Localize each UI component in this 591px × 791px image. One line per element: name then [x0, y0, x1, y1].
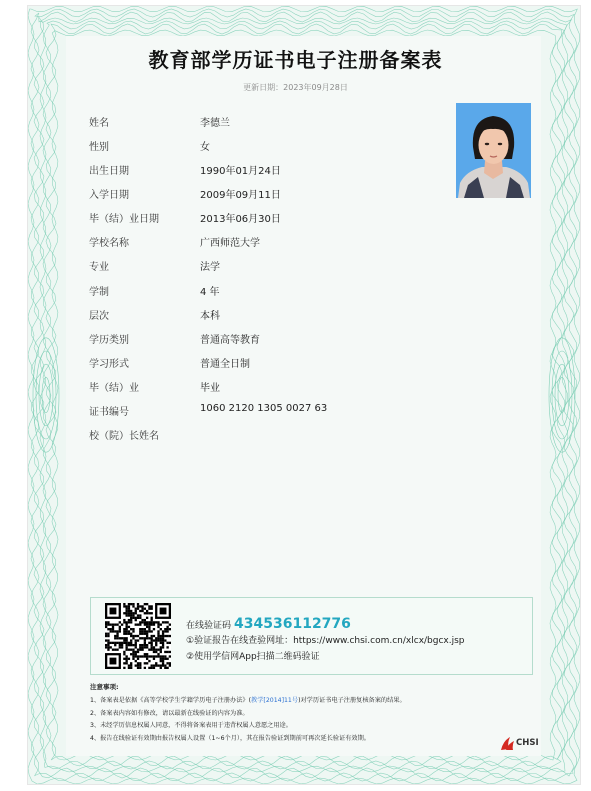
note-4: 4、报告在线验证有效期由报告权属人设置（1~6个月），其在报告验证到期前可再次延长验证有效期。 [90, 734, 370, 742]
field-label: 出生日期 [89, 166, 129, 177]
field-value: 普通全日制 [200, 359, 250, 370]
field-label: 证书编号 [89, 407, 129, 418]
field-label: 毕（结）业日期 [89, 214, 159, 225]
field-value: 广西师范大学 [200, 238, 260, 249]
field-value: 女 [200, 142, 210, 153]
verification-url-line: ①验证报告在线查验网址：https://www.chsi.com.cn/xlcx/bgcx.jsp [186, 636, 465, 646]
field-label: 学制 [89, 287, 109, 298]
verification-code-label: 在线验证码 [186, 621, 232, 631]
page-title: 教育部学历证书电子注册备案表 [148, 48, 443, 72]
note-3: 3、未经学历信息权属人同意，不得将备案表用于违背权属人意愿之用途。 [90, 722, 292, 729]
field-value: 4 年 [200, 287, 220, 298]
chsi-logo-text: CHSI [516, 738, 539, 748]
field-value: 1990年01月24日 [200, 166, 281, 177]
note-2: 2、备案表内容如有修改，请以最新在线验证的内容为准。 [90, 709, 249, 717]
regulation-link[interactable]: 教学[2014]11号 [251, 697, 299, 704]
field-label: 学习形式 [89, 359, 129, 370]
verification-code: 434536112776 [234, 616, 351, 632]
field-label: 性别 [89, 142, 109, 153]
field-value: 1060 2120 1305 0027 63 [200, 403, 328, 414]
verification-app-line: ②使用学信网App扫描二维码验证 [186, 652, 320, 662]
field-label: 学校名称 [89, 238, 129, 249]
verification-code-line [186, 616, 351, 632]
field-label: 校（院）长姓名 [89, 431, 159, 442]
field-value: 本科 [200, 311, 220, 322]
student-photo [456, 103, 531, 198]
notes-section [90, 682, 530, 745]
field-label: 层次 [89, 311, 109, 322]
update-date: 更新日期：2023年09月28日 [243, 83, 348, 92]
field-value: 李德兰 [200, 118, 230, 129]
note-1-text: 1、备案表是依据《高等学校学生学籍学历电子注册办法》( [90, 697, 252, 704]
field-value: 2009年09月11日 [200, 190, 281, 201]
field-label: 专业 [89, 262, 109, 273]
notes-heading: 注意事项: [90, 683, 119, 691]
qr-code[interactable] [105, 603, 171, 669]
field-label: 毕（结）业 [89, 383, 139, 394]
field-value: 普通高等教育 [200, 335, 260, 346]
field-value: 毕业 [200, 383, 220, 394]
field-label: 姓名 [89, 118, 109, 129]
note-1 [90, 695, 530, 708]
field-value: 法学 [200, 262, 220, 273]
portrait-image [456, 103, 531, 198]
note-1-tail: )对学历证书电子注册复核备案的结果。 [298, 697, 406, 704]
field-value: 2013年06月30日 [200, 214, 281, 225]
field-label: 学历类别 [89, 335, 129, 346]
verification-box [90, 597, 533, 675]
field-label: 入学日期 [89, 190, 129, 201]
